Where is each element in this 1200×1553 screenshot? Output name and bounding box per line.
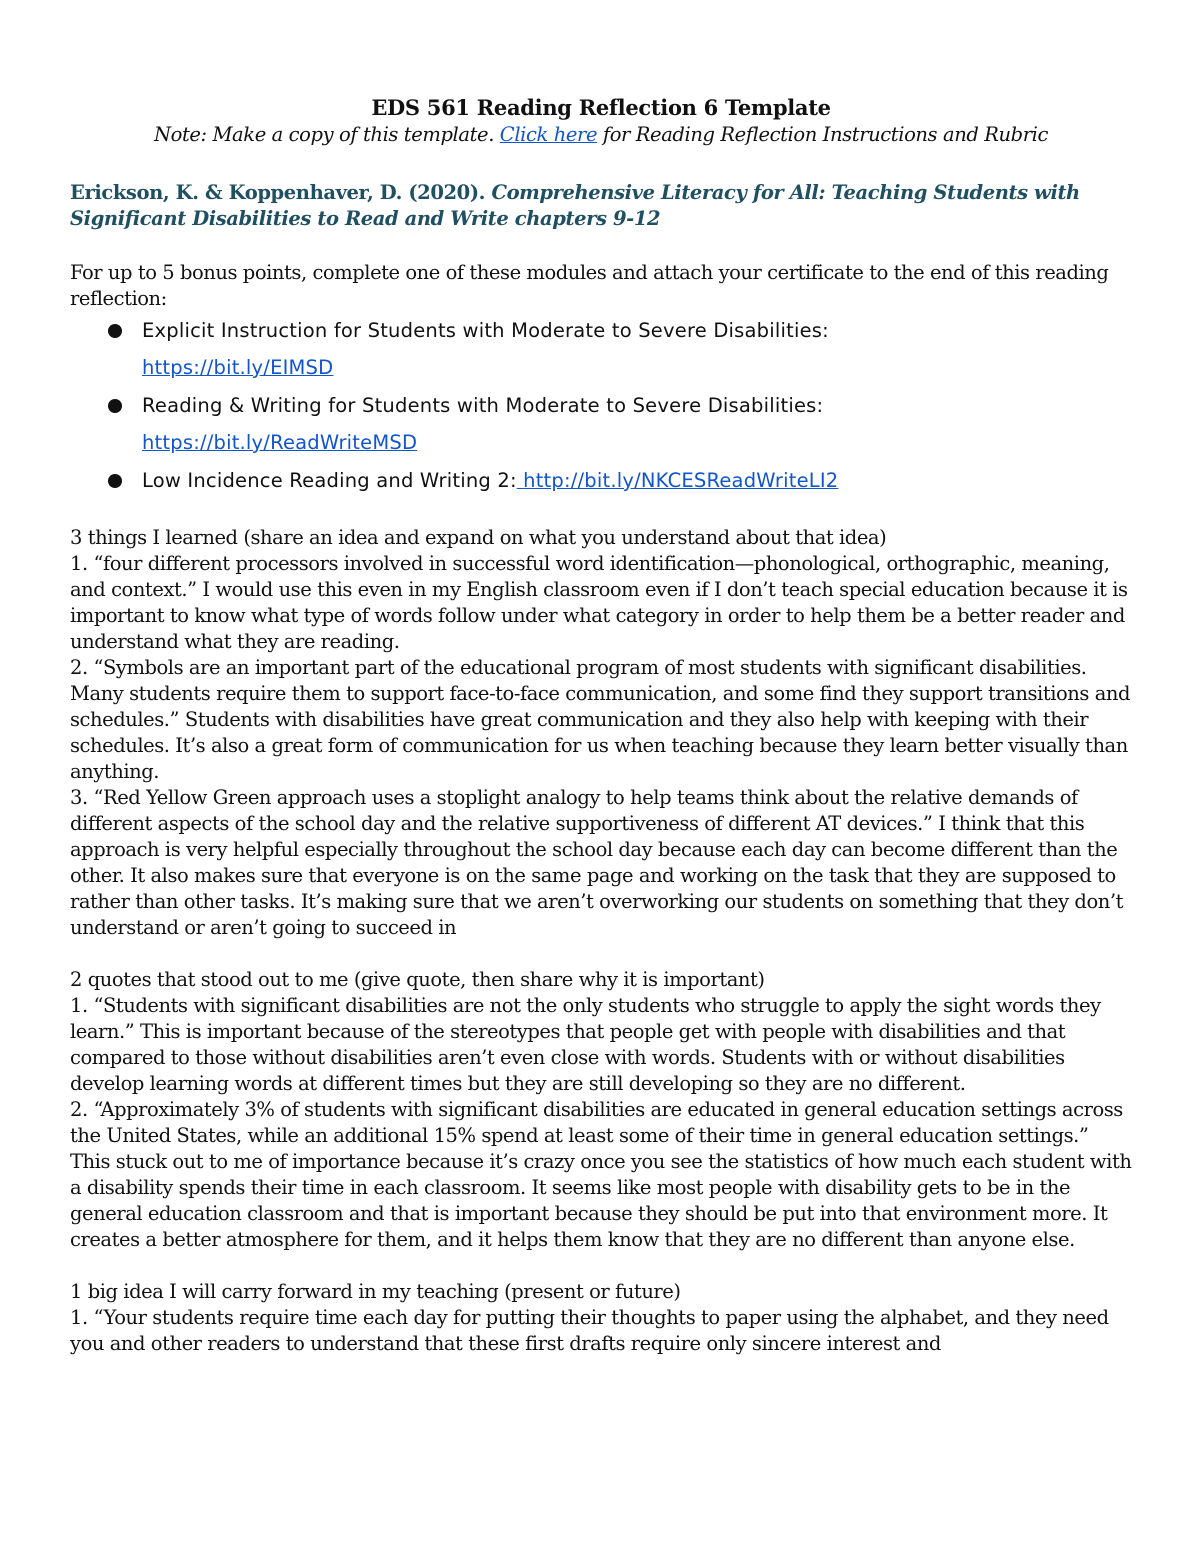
big-idea-heading: 1 big idea I will carry forward in my teaching (present or future) (70, 1280, 681, 1303)
spacer (70, 941, 1132, 967)
module-link-text[interactable]: http://bit.ly/NKCESReadWriteLI2 (523, 469, 839, 492)
module-label: Reading & Writing for Students with Moderate to Severe Disabilities: (142, 394, 824, 417)
module-item (108, 312, 1132, 386)
learned-item: 3. “Red Yellow Green approach uses a stoplight analogy to help teams think about the relative demands of different aspects of the school day and the relative supportiveness of different AT devices.” I think that this approach is very helpful especially throughout the school day because each day can become different than the other. It also makes sure that everyone is on the same page and working on the task that they are supposed to rather than other tasks. It’s making sure that we aren’t overworking our students on something that they don’t understand or aren’t going to succeed in (70, 786, 1123, 939)
module-link[interactable]: https://bit.ly/EIMSD (142, 356, 334, 379)
quotes-heading: 2 quotes that stood out to me (give quote, then share why it is important) (70, 968, 765, 991)
module-item (108, 462, 1132, 499)
reading-citation (70, 180, 1132, 232)
big-idea-item: 1. “Your students require time each day for putting their thoughts to paper using the alphabet, and they need you and other readers to understand that these first drafts require only sincere interest and (70, 1306, 1109, 1355)
big-idea-section (70, 1279, 1132, 1357)
module-link[interactable]: https://bit.ly/ReadWriteMSD (142, 431, 418, 454)
bullet-icon (108, 474, 122, 488)
learned-item: 2. “Symbols are an important part of the educational program of most students with significant disabilities. Many students require them to support face-to-face communication, and some find they support transitions and schedules.” Students with disabilities have great communication and they also help with keeping with their schedules. It’s also a great form of communication for us when teaching because they learn better visually than anything. (70, 656, 1131, 783)
instructions-link[interactable]: Click here (499, 123, 598, 146)
note-suffix: for Reading Reflection Instructions and Rubric (597, 123, 1049, 146)
learned-section (70, 525, 1132, 941)
bullet-icon (108, 399, 122, 413)
citation-authors: Erickson, K. & Koppenhaver, D. (2020). (70, 181, 492, 204)
module-link[interactable] (517, 469, 839, 492)
citation-book-title: Comprehensive Literacy for All: Teaching Students with Significant Disabilities to Read and Write chapters 9-12 (70, 181, 1080, 230)
quote-item: 2. “Approximately 3% of students with significant disabilities are educated in general education settings across the United States, while an additional 15% spend at least some of their time in general education settings.” This stuck out to me of importance because it’s crazy once you see the statistics of how much each student with a disability spends their time in each classroom. It seems like most people with disability gets to be in the general education classroom and that is important because they should be put into that environment more. It creates a better atmosphere for them, and it helps them know that they are no different than anyone else. (70, 1098, 1132, 1251)
template-note (70, 121, 1132, 148)
document-page (70, 94, 1132, 1357)
learned-heading: 3 things I learned (share an idea and expand on what you understand about that idea) (70, 526, 887, 549)
module-item (108, 387, 1132, 461)
quotes-section (70, 967, 1132, 1253)
bonus-intro: For up to 5 bonus points, complete one of these modules and attach your certificate to the end of this reading reflection: (70, 261, 1109, 310)
spacer (70, 1253, 1132, 1279)
page-title: EDS 561 Reading Reflection 6 Template (371, 95, 831, 120)
quote-item: 1. “Students with significant disabilities are not the only students who struggle to apply the sight words they learn.” This is important because of the stereotypes that people get with people with disabilities and that compared to those without disabilities aren’t even close with words. Students with or without disabilities develop learning words at different times but they are still developing so they are no different. (70, 994, 1101, 1095)
learned-item: 1. “four different processors involved in successful word identification—phonological, orthographic, meaning, and context.” I would use this even in my English classroom even if I don’t teach special education because it is important to know what type of words follow under what category in order to help them be a better reader and understand what they are reading. (70, 552, 1128, 653)
module-label: Explicit Instruction for Students with Moderate to Severe Disabilities: (142, 319, 829, 342)
bonus-module-list (70, 312, 1132, 499)
module-label: Low Incidence Reading and Writing 2: (142, 469, 517, 492)
note-prefix: Note: Make a copy of this template. (153, 123, 500, 146)
bullet-icon (108, 324, 122, 338)
